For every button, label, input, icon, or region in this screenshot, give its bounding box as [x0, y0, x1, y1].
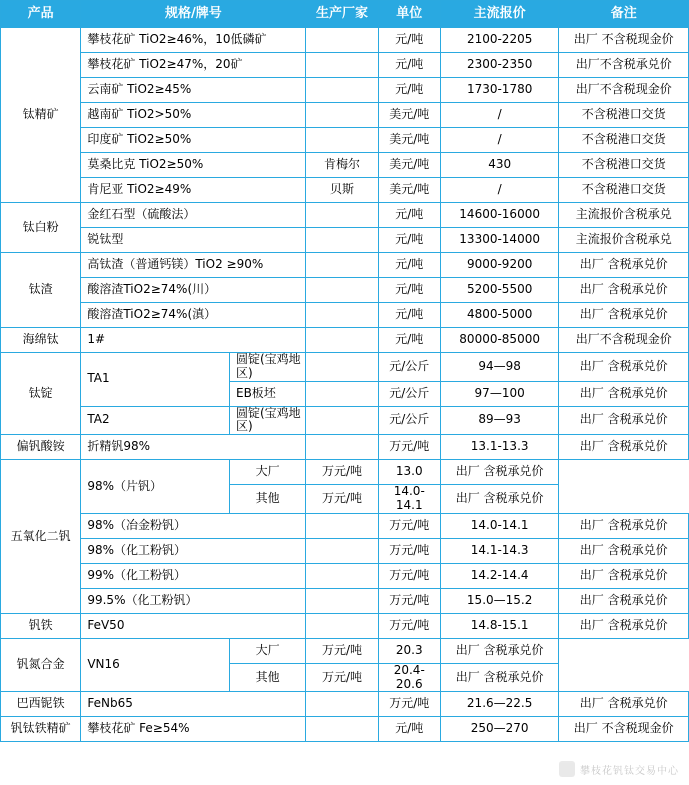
cell-manufacturer	[306, 563, 378, 588]
cell-product: 五氧化二钒	[1, 460, 81, 614]
cell-price: 15.0—15.2	[440, 588, 559, 613]
cell-unit: 美元/吨	[378, 128, 440, 153]
cell-price: 2300-2350	[440, 53, 559, 78]
table-header	[1, 1, 689, 28]
cell-price: 20.3	[378, 638, 440, 663]
table-row	[1, 128, 689, 153]
cell-manufacturer	[306, 328, 378, 353]
cell-manufacturer	[306, 692, 378, 717]
cell-price: 9000-9200	[440, 253, 559, 278]
cell-manufacturer	[306, 513, 378, 538]
table-row	[1, 103, 689, 128]
cell-spec: VN16	[81, 638, 230, 692]
cell-unit: 元/公斤	[378, 353, 440, 382]
cell-manufacturer	[306, 128, 378, 153]
cell-note: 出厂 不含税现金价	[559, 717, 689, 742]
cell-spec: 98%（冶金粉钒）	[81, 513, 306, 538]
cell-manufacturer	[306, 253, 378, 278]
cell-note: 出厂不含税现金价	[559, 328, 689, 353]
table-row	[1, 278, 689, 303]
cell-spec: 酸溶渣TiO2≥74%(滇）	[81, 303, 306, 328]
cell-price: 14.0-14.1	[378, 485, 440, 514]
cell-price: /	[440, 178, 559, 203]
cell-manufacturer	[306, 78, 378, 103]
cell-spec: FeV50	[81, 613, 306, 638]
cell-unit: 万元/吨	[378, 563, 440, 588]
table-row	[1, 78, 689, 103]
cell-price: 21.6—22.5	[440, 692, 559, 717]
cell-note: 出厂不含税现金价	[559, 78, 689, 103]
table-row	[1, 53, 689, 78]
cell-product: 海绵钛	[1, 328, 81, 353]
cell-manufacturer: 肯梅尔	[306, 153, 378, 178]
cell-price: 14.1-14.3	[440, 538, 559, 563]
cell-manufacturer	[306, 381, 378, 406]
cell-price: 89—93	[440, 406, 559, 435]
cell-unit: 万元/吨	[378, 513, 440, 538]
cell-manufacturer	[306, 613, 378, 638]
cell-price: 5200-5500	[440, 278, 559, 303]
cell-manufacturer	[306, 538, 378, 563]
cell-price: 20.4-20.6	[378, 663, 440, 692]
table-row	[1, 563, 689, 588]
cell-unit: 元/吨	[378, 253, 440, 278]
table-row	[1, 353, 689, 382]
cell-spec: 锐钛型	[81, 228, 306, 253]
table-row	[1, 303, 689, 328]
cell-note: 出厂 含税承兑价	[440, 485, 559, 514]
cell-price: 13300-14000	[440, 228, 559, 253]
cell-manufacturer: 贝斯	[306, 178, 378, 203]
header-unit: 单位	[378, 1, 440, 28]
cell-note: 主流报价含税承兑	[559, 203, 689, 228]
cell-unit: 元/吨	[378, 203, 440, 228]
cell-spec: 高钛渣（普通钙镁）TiO2 ≥90%	[81, 253, 306, 278]
cell-unit: 万元/吨	[306, 485, 378, 514]
cell-manufacturer	[306, 28, 378, 53]
cell-spec: 酸溶渣TiO2≥74%(川）	[81, 278, 306, 303]
cell-price: 4800-5000	[440, 303, 559, 328]
cell-product: 钛锭	[1, 353, 81, 435]
cell-spec: 莫桑比克 TiO2≥50%	[81, 153, 306, 178]
cell-unit: 万元/吨	[306, 460, 378, 485]
cell-spec: FeNb65	[81, 692, 306, 717]
cell-spec: 印度矿 TiO2≥50%	[81, 128, 306, 153]
table-row	[1, 613, 689, 638]
cell-product: 钛精矿	[1, 28, 81, 203]
cell-manufacturer	[306, 103, 378, 128]
cell-spec: 1#	[81, 328, 306, 353]
cell-note: 出厂不含税承兑价	[559, 53, 689, 78]
cell-price: 80000-85000	[440, 328, 559, 353]
table-row	[1, 153, 689, 178]
table-row	[1, 253, 689, 278]
cell-price: 13.1-13.3	[440, 435, 559, 460]
cell-note: 出厂 含税承兑价	[559, 563, 689, 588]
cell-unit: 元/吨	[378, 303, 440, 328]
cell-spec-sub: EB板坯	[229, 381, 305, 406]
cell-unit: 元/吨	[378, 328, 440, 353]
table-body	[1, 28, 689, 742]
cell-note: 不含税港口交货	[559, 103, 689, 128]
cell-unit: 万元/吨	[378, 435, 440, 460]
table-row	[1, 692, 689, 717]
cell-price: 1730-1780	[440, 78, 559, 103]
cell-spec: 攀枝花矿 TiO2≥46%，10低磷矿	[81, 28, 306, 53]
watermark	[559, 761, 679, 777]
cell-note: 出厂 含税承兑价	[440, 460, 559, 485]
table-row	[1, 588, 689, 613]
cell-price: 250—270	[440, 717, 559, 742]
cell-manufacturer: 大厂	[229, 638, 305, 663]
cell-price: 2100-2205	[440, 28, 559, 53]
table-row	[1, 513, 689, 538]
cell-spec: 98%（化工粉钒）	[81, 538, 306, 563]
table-row	[1, 638, 689, 663]
cell-spec-sub: 圆锭(宝鸡地区)	[229, 353, 305, 382]
cell-spec: TA1	[81, 353, 230, 407]
cell-spec: 折精钒98%	[81, 435, 306, 460]
cell-note: 出厂 不含税现金价	[559, 28, 689, 53]
footer-area	[0, 746, 689, 785]
cell-note: 出厂 含税承兑价	[559, 353, 689, 382]
cell-manufacturer	[306, 228, 378, 253]
cell-price: 14.0-14.1	[440, 513, 559, 538]
cell-manufacturer	[306, 278, 378, 303]
cell-note: 不含税港口交货	[559, 178, 689, 203]
cell-price: /	[440, 103, 559, 128]
cell-note: 不含税港口交货	[559, 128, 689, 153]
cell-note: 主流报价含税承兑	[559, 228, 689, 253]
cell-unit: 元/吨	[378, 28, 440, 53]
table-row	[1, 328, 689, 353]
cell-unit: 万元/吨	[306, 663, 378, 692]
table-row	[1, 460, 689, 485]
watermark-label: 攀枝花钒钛交易中心	[580, 765, 679, 777]
cell-unit: 元/公斤	[378, 406, 440, 435]
cell-manufacturer	[306, 406, 378, 435]
cell-spec-sub: 圆锭(宝鸡地区)	[229, 406, 305, 435]
table-row	[1, 203, 689, 228]
header-product: 产品	[1, 1, 81, 28]
cell-manufacturer	[306, 435, 378, 460]
cell-product: 钛渣	[1, 253, 81, 328]
cell-price: 14600-16000	[440, 203, 559, 228]
cell-note: 出厂 含税承兑价	[559, 613, 689, 638]
cell-unit: 元/吨	[378, 78, 440, 103]
cell-manufacturer	[306, 353, 378, 382]
cell-spec: TA2	[81, 406, 230, 435]
cell-spec: 金红石型（硫酸法）	[81, 203, 306, 228]
cell-note: 出厂 含税承兑价	[559, 406, 689, 435]
cell-unit: 美元/吨	[378, 103, 440, 128]
cell-note: 出厂 含税承兑价	[559, 303, 689, 328]
table-row	[1, 406, 689, 435]
cell-unit: 元/吨	[378, 278, 440, 303]
cell-note: 不含税港口交货	[559, 153, 689, 178]
cell-product: 钒铁	[1, 613, 81, 638]
cell-unit: 万元/吨	[306, 638, 378, 663]
cell-note: 出厂 含税承兑价	[559, 538, 689, 563]
header-manufacturer: 生产厂家	[306, 1, 378, 28]
cell-unit: 元/吨	[378, 228, 440, 253]
cell-manufacturer	[306, 588, 378, 613]
cell-note: 出厂 含税承兑价	[559, 278, 689, 303]
cell-unit: 万元/吨	[378, 613, 440, 638]
cell-product: 钒氮合金	[1, 638, 81, 692]
cell-price: 14.8-15.1	[440, 613, 559, 638]
cell-note: 出厂 含税承兑价	[559, 588, 689, 613]
cell-spec: 98%（片钒）	[81, 460, 230, 514]
cell-manufacturer	[306, 203, 378, 228]
cell-manufacturer	[306, 717, 378, 742]
cell-product: 偏钒酸铵	[1, 435, 81, 460]
table-row	[1, 28, 689, 53]
cell-unit: 美元/吨	[378, 178, 440, 203]
cell-spec: 越南矿 TiO2>50%	[81, 103, 306, 128]
cell-manufacturer	[306, 53, 378, 78]
cell-spec: 攀枝花矿 TiO2≥47%，20矿	[81, 53, 306, 78]
cell-price: 430	[440, 153, 559, 178]
cell-unit: 元/吨	[378, 717, 440, 742]
cell-note: 出厂 含税承兑价	[559, 253, 689, 278]
cell-note: 出厂 含税承兑价	[559, 435, 689, 460]
cell-unit: 万元/吨	[378, 538, 440, 563]
cell-spec: 肯尼亚 TiO2≥49%	[81, 178, 306, 203]
table-row	[1, 717, 689, 742]
table-row	[1, 178, 689, 203]
cell-note: 出厂 含税承兑价	[440, 638, 559, 663]
cell-unit: 元/公斤	[378, 381, 440, 406]
header-note: 备注	[559, 1, 689, 28]
header-price: 主流报价	[440, 1, 559, 28]
cell-unit: 美元/吨	[378, 153, 440, 178]
table-row	[1, 538, 689, 563]
cell-manufacturer: 其他	[229, 663, 305, 692]
cell-product: 巴西铌铁	[1, 692, 81, 717]
cell-note: 出厂 含税承兑价	[559, 513, 689, 538]
cell-spec: 攀枝花矿 Fe≥54%	[81, 717, 306, 742]
cell-unit: 万元/吨	[378, 588, 440, 613]
cell-spec: 99.5%（化工粉钒）	[81, 588, 306, 613]
cell-price: 97—100	[440, 381, 559, 406]
table-row	[1, 435, 689, 460]
cell-price: 14.2-14.4	[440, 563, 559, 588]
cell-product: 钒钛铁精矿	[1, 717, 81, 742]
cell-price: /	[440, 128, 559, 153]
cell-unit: 元/吨	[378, 53, 440, 78]
cell-unit: 万元/吨	[378, 692, 440, 717]
cell-note: 出厂 含税承兑价	[440, 663, 559, 692]
table-row	[1, 228, 689, 253]
cell-price: 94—98	[440, 353, 559, 382]
cell-manufacturer: 大厂	[229, 460, 305, 485]
cell-manufacturer	[306, 303, 378, 328]
cell-note: 出厂 含税承兑价	[559, 692, 689, 717]
qrcode-icon	[559, 761, 575, 777]
header-spec: 规格/牌号	[81, 1, 306, 28]
cell-price: 13.0	[378, 460, 440, 485]
header-row	[1, 1, 689, 28]
cell-spec: 99%（化工粉钒）	[81, 563, 306, 588]
cell-product: 钛白粉	[1, 203, 81, 253]
cell-manufacturer: 其他	[229, 485, 305, 514]
cell-spec: 云南矿 TiO2≥45%	[81, 78, 306, 103]
cell-note: 出厂 含税承兑价	[559, 381, 689, 406]
